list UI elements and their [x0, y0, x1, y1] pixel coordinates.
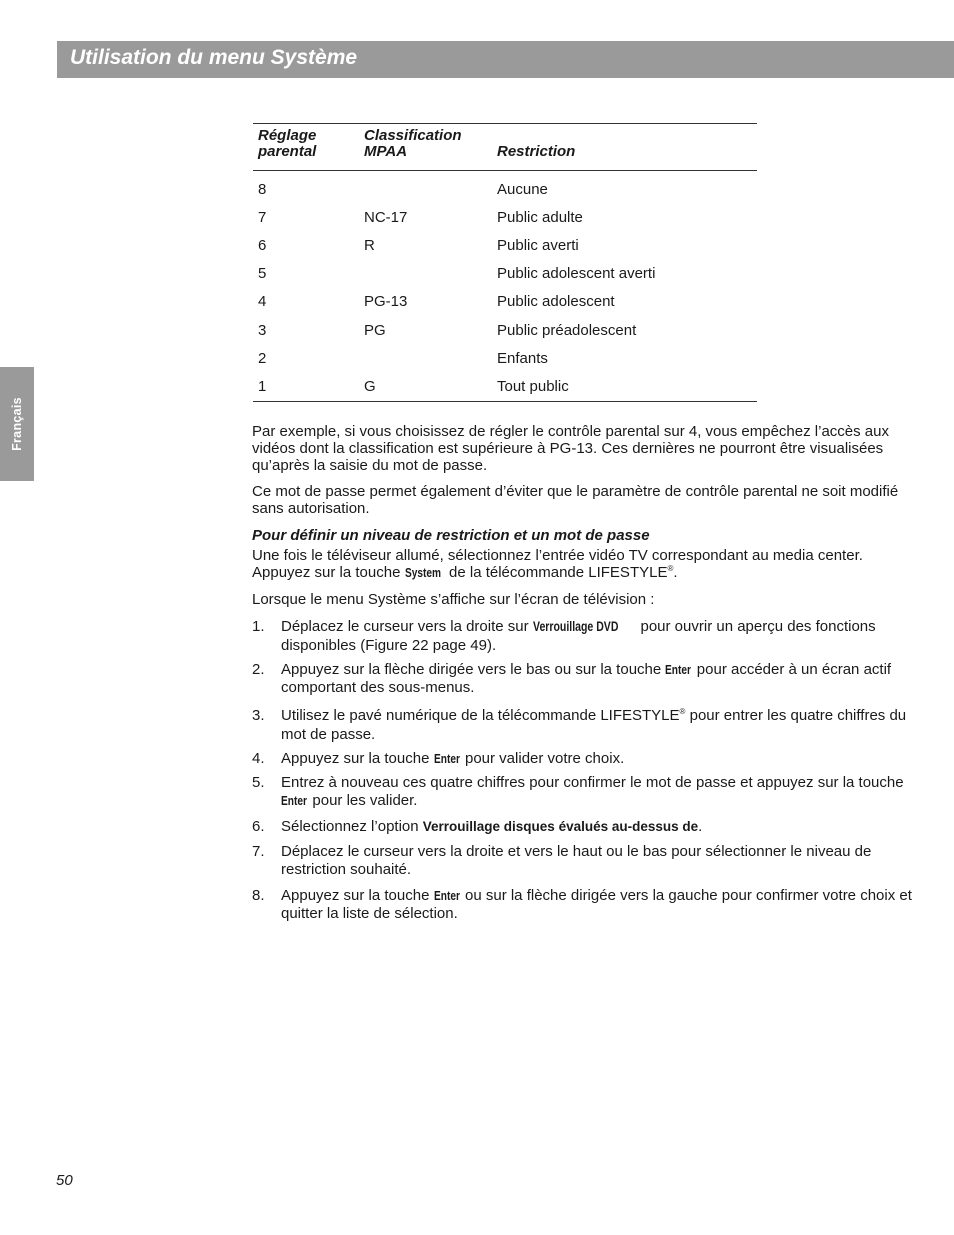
password-note-block: [252, 483, 902, 517]
list-item: 8. Appuyez sur la touche Enter ou sur la flèche dirigée vers la gauche pour confirmer votre choix et quitter la liste de sélection.: [252, 887, 912, 922]
cell-level: 2: [258, 349, 267, 367]
cell-level: 1: [253, 372, 359, 401]
parental-rating-table: [253, 123, 757, 402]
table-row: [253, 171, 757, 204]
registered-mark: ®: [679, 707, 686, 716]
password-note-paragraph: Ce mot de passe permet également d’éviter que le paramètre de contrôle parental ne soit modifié sans autorisation.: [252, 483, 899, 517]
table-row: [253, 288, 757, 316]
procedure-subheading: Pour définir un niveau de restriction et un mot de passe: [252, 527, 650, 544]
menu-intro-paragraph: Lorsque le menu Système s’affiche sur l’écran de télévision :: [252, 591, 655, 608]
enter-key-label: Enter: [665, 662, 692, 677]
procedure-intro-paragraph: Une fois le téléviseur allumé, sélectionnez l’entrée vidéo TV correspondant au media center. Appuyez sur la touche System de la télécommande LIFESTYLE®.: [252, 547, 863, 581]
enter-key-label: Enter: [433, 888, 460, 903]
table-row: [253, 316, 757, 344]
language-tab-label: Français: [10, 397, 24, 451]
cell-mpaa: NC-17: [364, 208, 408, 226]
cell-level: 3: [258, 321, 267, 339]
cell-restriction: Tout public: [492, 372, 757, 401]
cell-level: 4: [258, 293, 267, 311]
cell-restriction: Public adulte: [497, 208, 583, 226]
registered-mark: ®: [667, 564, 674, 573]
cell-mpaa: R: [364, 236, 375, 254]
section-header-bar: [57, 41, 954, 78]
page-title: Utilisation du menu Système: [70, 46, 358, 69]
list-item: 2. Appuyez sur la flèche dirigée vers le bas ou sur la touche Enter pour accéder à un écran actif comportant des sous-menus.: [252, 661, 892, 696]
cell-mpaa: [359, 171, 492, 204]
table-header-row: [253, 124, 757, 171]
table-row: [253, 344, 757, 372]
list-item: 1. Déplacez le curseur vers la droite sur Verrouillage DVD pour ouvrir un aperçu des fonctions disponibles (Figure 22 page 49).: [252, 618, 876, 654]
cell-restriction: Enfants: [497, 349, 548, 367]
cell-mpaa: PG-13: [364, 293, 408, 311]
table-row: [253, 203, 757, 231]
table-row: [253, 372, 757, 401]
language-side-tab: [0, 367, 34, 481]
example-paragraph: Par exemple, si vous choisissez de régler le contrôle parental sur 4, vous empêchez l’accès aux vidéos dont la classification est supérieure à PG-13. Ces dernières ne pourront être visualisées qu’après la saisie du mot de passe.: [252, 423, 889, 474]
cell-restriction: Public adolescent: [497, 293, 615, 311]
cell-level: 6: [258, 236, 267, 254]
cell-restriction: Public préadolescent: [497, 321, 637, 339]
list-item: 5. Entrez à nouveau ces quatre chiffres pour confirmer le mot de passe et appuyez sur la touche Enter pour les valider.: [252, 774, 904, 809]
cell-mpaa: PG: [364, 321, 386, 339]
enter-key-label: Enter: [281, 793, 307, 808]
cell-level: 7: [258, 208, 267, 226]
cell-mpaa: [359, 344, 492, 372]
menu-option-label: Verrouillage disques évalués au-dessus de: [422, 819, 699, 834]
procedure-intro-block: [252, 547, 902, 581]
list-item: 7. Déplacez le curseur vers la droite et vers le haut ou le bas pour sélectionner le niveau de restriction souhaité.: [252, 843, 872, 878]
menu-intro-block: [252, 591, 902, 608]
example-paragraph-block: [252, 423, 902, 474]
table-row: [253, 231, 757, 259]
column-header-mpaa: Classification MPAA: [359, 124, 492, 171]
cell-level: 5: [258, 265, 267, 283]
list-item: 6. Sélectionnez l’option Verrouillage disques évalués au-dessus de.: [252, 818, 703, 835]
list-item: 4. Appuyez sur la touche Enter pour valider votre choix.: [252, 750, 625, 767]
cell-mpaa: [359, 260, 492, 288]
cell-restriction: Aucune: [497, 180, 548, 198]
system-key-label: System: [404, 565, 441, 580]
page-number: 50: [56, 1172, 73, 1189]
enter-key-label: Enter: [433, 751, 460, 766]
table-row: [253, 260, 757, 288]
cell-restriction: Public adolescent averti: [497, 265, 656, 283]
column-header-restriction: Restriction: [492, 124, 757, 171]
cell-mpaa: G: [359, 372, 492, 401]
cell-restriction: Public averti: [497, 236, 579, 254]
list-item: 3. Utilisez le pavé numérique de la télécommande LIFESTYLE® pour entrer les quatre chiffres du mot de passe.: [252, 707, 907, 743]
cell-level: 8: [258, 180, 267, 198]
column-header-parental-level: Réglage parental: [253, 124, 359, 171]
procedure-heading-block: [252, 527, 902, 544]
menu-option-label: Verrouillage DVD: [532, 619, 619, 634]
